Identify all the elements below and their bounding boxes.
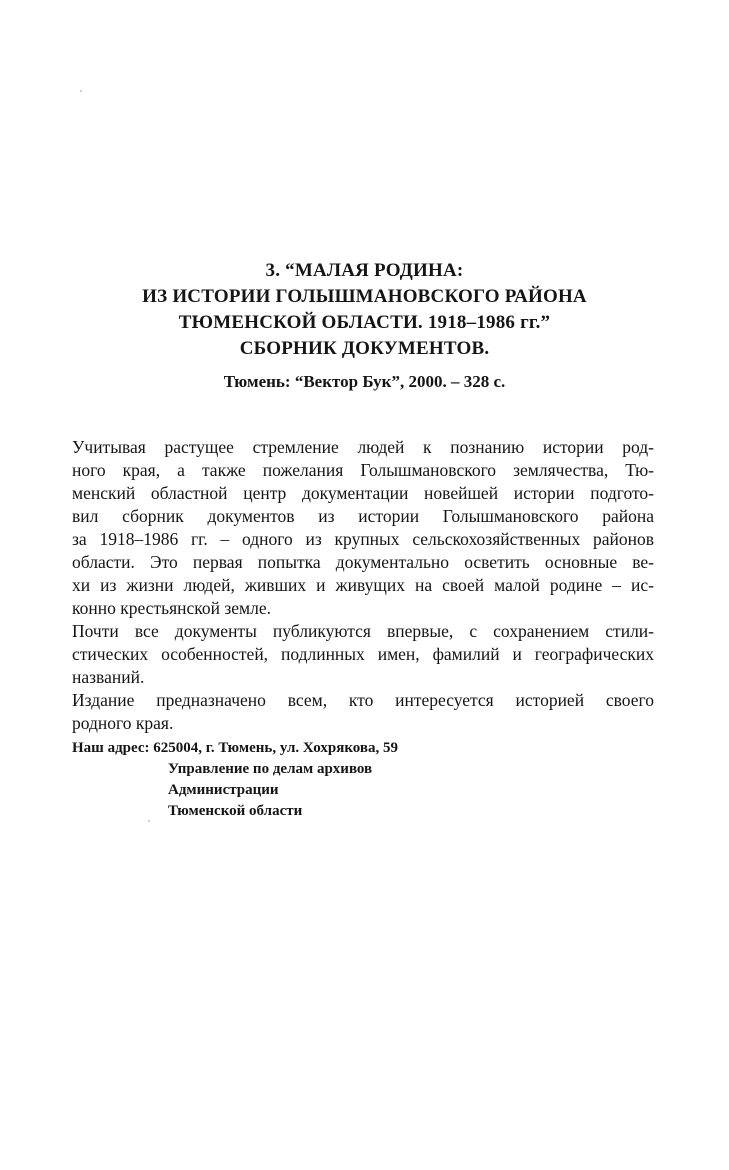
address-line-2: Управление по делам архивов — [168, 761, 373, 777]
paragraph-1-line-7: хи из жизни людей, живших и живущих на своей малой родине – ис- — [72, 575, 654, 595]
paragraph-3-line-2: родного края. — [72, 713, 174, 733]
paragraph-1-line-5: за 1918–1986 гг. – одного из крупных сельскохозяйственных районов — [72, 529, 654, 549]
title-line-1: 3. “МАЛАЯ РОДИНА: — [265, 260, 464, 281]
scan-speck — [80, 90, 82, 92]
title-line-2: ИЗ ИСТОРИИ ГОЛЫШМАНОВСКОГО РАЙОНА — [142, 286, 587, 307]
title-line-3: ТЮМЕНСКОЙ ОБЛАСТИ. 1918–1986 гг.” — [178, 312, 551, 333]
title-line-4: СБОРНИК ДОКУМЕНТОВ. — [239, 338, 490, 359]
paragraph-2-line-2: стических особенностей, подлинных имен, фамилий и географических — [72, 644, 654, 664]
paragraph-3-line-1: Издание предназначено всем, кто интересуется историей своего — [72, 690, 654, 710]
scan-speck — [148, 820, 150, 822]
paragraph-2-line-1: Почти все документы публикуются впервые, с сохранением стили- — [72, 621, 654, 641]
paragraph-1-line-4: вил сборник документов из истории Голышмановского района — [72, 506, 654, 526]
address-first-row — [72, 738, 398, 759]
paragraph-1-line-2: ного края, а также пожелания Голышмановского землячества, Тю- — [72, 460, 654, 480]
address-line-3: Администрации — [168, 782, 279, 798]
address-street: 625004, г. Тюмень, ул. Хохрякова, 59 — [153, 740, 399, 756]
publication-imprint: Тюмень: “Вектор Бук”, 2000. – 328 с. — [223, 372, 506, 391]
address-label: Наш адрес: — [72, 740, 150, 756]
paragraph-2-line-3: названий. — [72, 667, 145, 687]
contact-address — [72, 738, 398, 822]
description-text — [72, 436, 654, 735]
paragraph-1-line-3: менский областной центр документации новейшей истории подгото- — [72, 483, 654, 503]
address-line-4: Тюменской области — [168, 803, 303, 819]
paragraph-1-line-8: конно крестьянской земле. — [72, 598, 271, 618]
book-title — [40, 258, 689, 362]
paragraph-1-line-6: области. Это первая попытка документально осветить основные ве- — [72, 552, 654, 572]
paragraph-1-line-1: Учитывая растущее стремление людей к познанию истории род- — [72, 437, 654, 457]
